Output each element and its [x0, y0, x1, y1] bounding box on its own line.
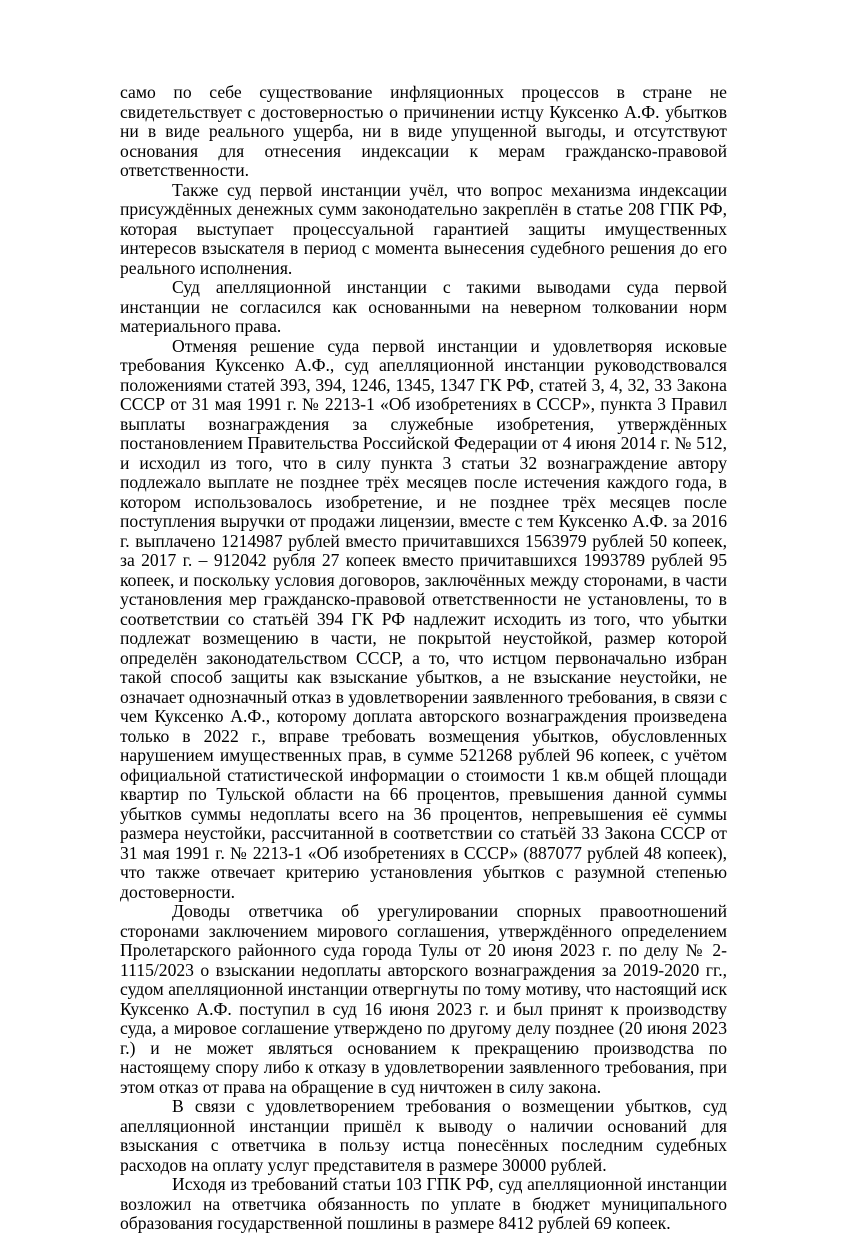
document-body	[120, 83, 727, 1234]
paragraph-state-duty: Исходя из требований статьи 103 ГПК РФ, суд апелляционной инстанции возложил на ответчика обязанность по уплате в бюджет муниципального образования государственной пошлины в размере 8412 рублей 69 копеек.	[120, 1174, 727, 1233]
paragraph-appeal-disagreed: Суд апелляционной инстанции с такими выводами суда первой инстанции не согласился как основанными на неверном толковании норм материального права.	[120, 277, 727, 336]
paragraph-inflation-no-losses: само по себе существование инфляционных процессов в стране не свидетельствует с достоверностью о причинении истцу Куксенко А.Ф. убытков ни в виде реального ущерба, ни в виде упущенной выгоды, и отсутствуют основания для отнесения индексации к мерам гражданско-правовой ответственности.	[120, 82, 727, 180]
paragraph-indexation-article-208: Также суд первой инстанции учёл, что вопрос механизма индексации присуждённых денежных сумм законодательно закреплён в статье 208 ГПК РФ, которая выступает процессуальной гарантией защиты имущественных интересов взыскателя в период с момента вынесения судебного решения до его реального исполнения.	[120, 179, 727, 278]
paragraph-legal-costs: В связи с удовлетворением требования о возмещении убытков, суд апелляционной инстанции пришёл к выводу о наличии оснований для взыскания с ответчика в пользу истца понесённых последним судебных расходов на оплату услуг представителя в размере 30000 рублей.	[120, 1096, 727, 1175]
paragraph-settlement-agreement: Доводы ответчика об урегулировании спорных правоотношений сторонами заключением мирового соглашения, утверждённого определением Пролетарского районного суда города Тулы от 20 июня 2023 г. по делу № 2-1115/2023 о взыскании недоплаты авторского вознаграждения за 2019-2020 гг., судом апелляционной инстанции отвергнуты по тому мотиву, что настоящий иск Куксенко А.Ф. поступил в суд 16 июня 2023 г. и был принят к производству суда, а мировое соглашение утверждено по другому делу позднее (20 июня 2023 г.) и не может являться основанием к прекращению производства по настоящему спору либо к отказу в удовлетворении заявленного требования, при этом отказ от права на обращение в суд ничтожен в силу закона.	[120, 901, 727, 1097]
paragraph-appeal-reasoning: Отменяя решение суда первой инстанции и удовлетворяя исковые требования Куксенко А.Ф., суд апелляционной инстанции руководствовался положениями статей 393, 394, 1246, 1345, 1347 ГК РФ, статей 3, 4, 32, 33 Закона СССР от 31 мая 1991 г. № 2213-1 «Об изобретениях в СССР», пункта 3 Правил выплаты вознаграждения за служебные изобретения, утверждённых постановлением Правительства Российской Федерации от 4 июня 2014 г. № 512, и исходил из того, что в силу пункта 3 статьи 32 вознаграждение автору подлежало выплате не позднее трёх месяцев после истечения каждого года, в котором использовалось изобретение, и не позднее трёх месяцев после поступления выручки от продажи лицензии, вместе с тем Куксенко А.Ф. за 2016 г. выплачено 1214987 рублей вместо причитавшихся 1563979 рублей 50 копеек, за 2017 г. – 912042 рубля 27 копеек вместо причитавшихся 1993789 рублей 95 копеек, и поскольку условия договоров, заключённых между сторонами, в части установления мер гражданско-правовой ответственности не установлены, то в соответствии со статьёй 394 ГК РФ надлежит исходить из того, что убытки подлежат возмещению в части, не покрытой неустойкой, размер которой определён законодательством СССР, а то, что истцом первоначально избран такой способ защиты как взыскание убытков, а не взыскание неустойки, не означает однозначный отказ в удовлетворении заявленного требования, в связи с чем Куксенко А.Ф., которому доплата авторского вознаграждения произведена только в 2022 г., вправе требовать возмещения убытков, обусловленных нарушением имущественных прав, в сумме 521268 рублей 96 копеек, с учётом официальной статистической информации о стоимости 1 кв.м общей площади квартир по Тульской области на 66 процентов, превышения данной суммы убытков суммы недоплаты всего на 36 процентов, непревышения её суммы размера неустойки, рассчитанной в соответствии со статьёй 33 Закона СССР от 31 мая 1991 г. № 2213-1 «Об изобретениях в СССР» (887077 рублей 48 копеек), что также отвечает критерию установления убытков с разумной степенью достоверности.	[120, 335, 727, 902]
